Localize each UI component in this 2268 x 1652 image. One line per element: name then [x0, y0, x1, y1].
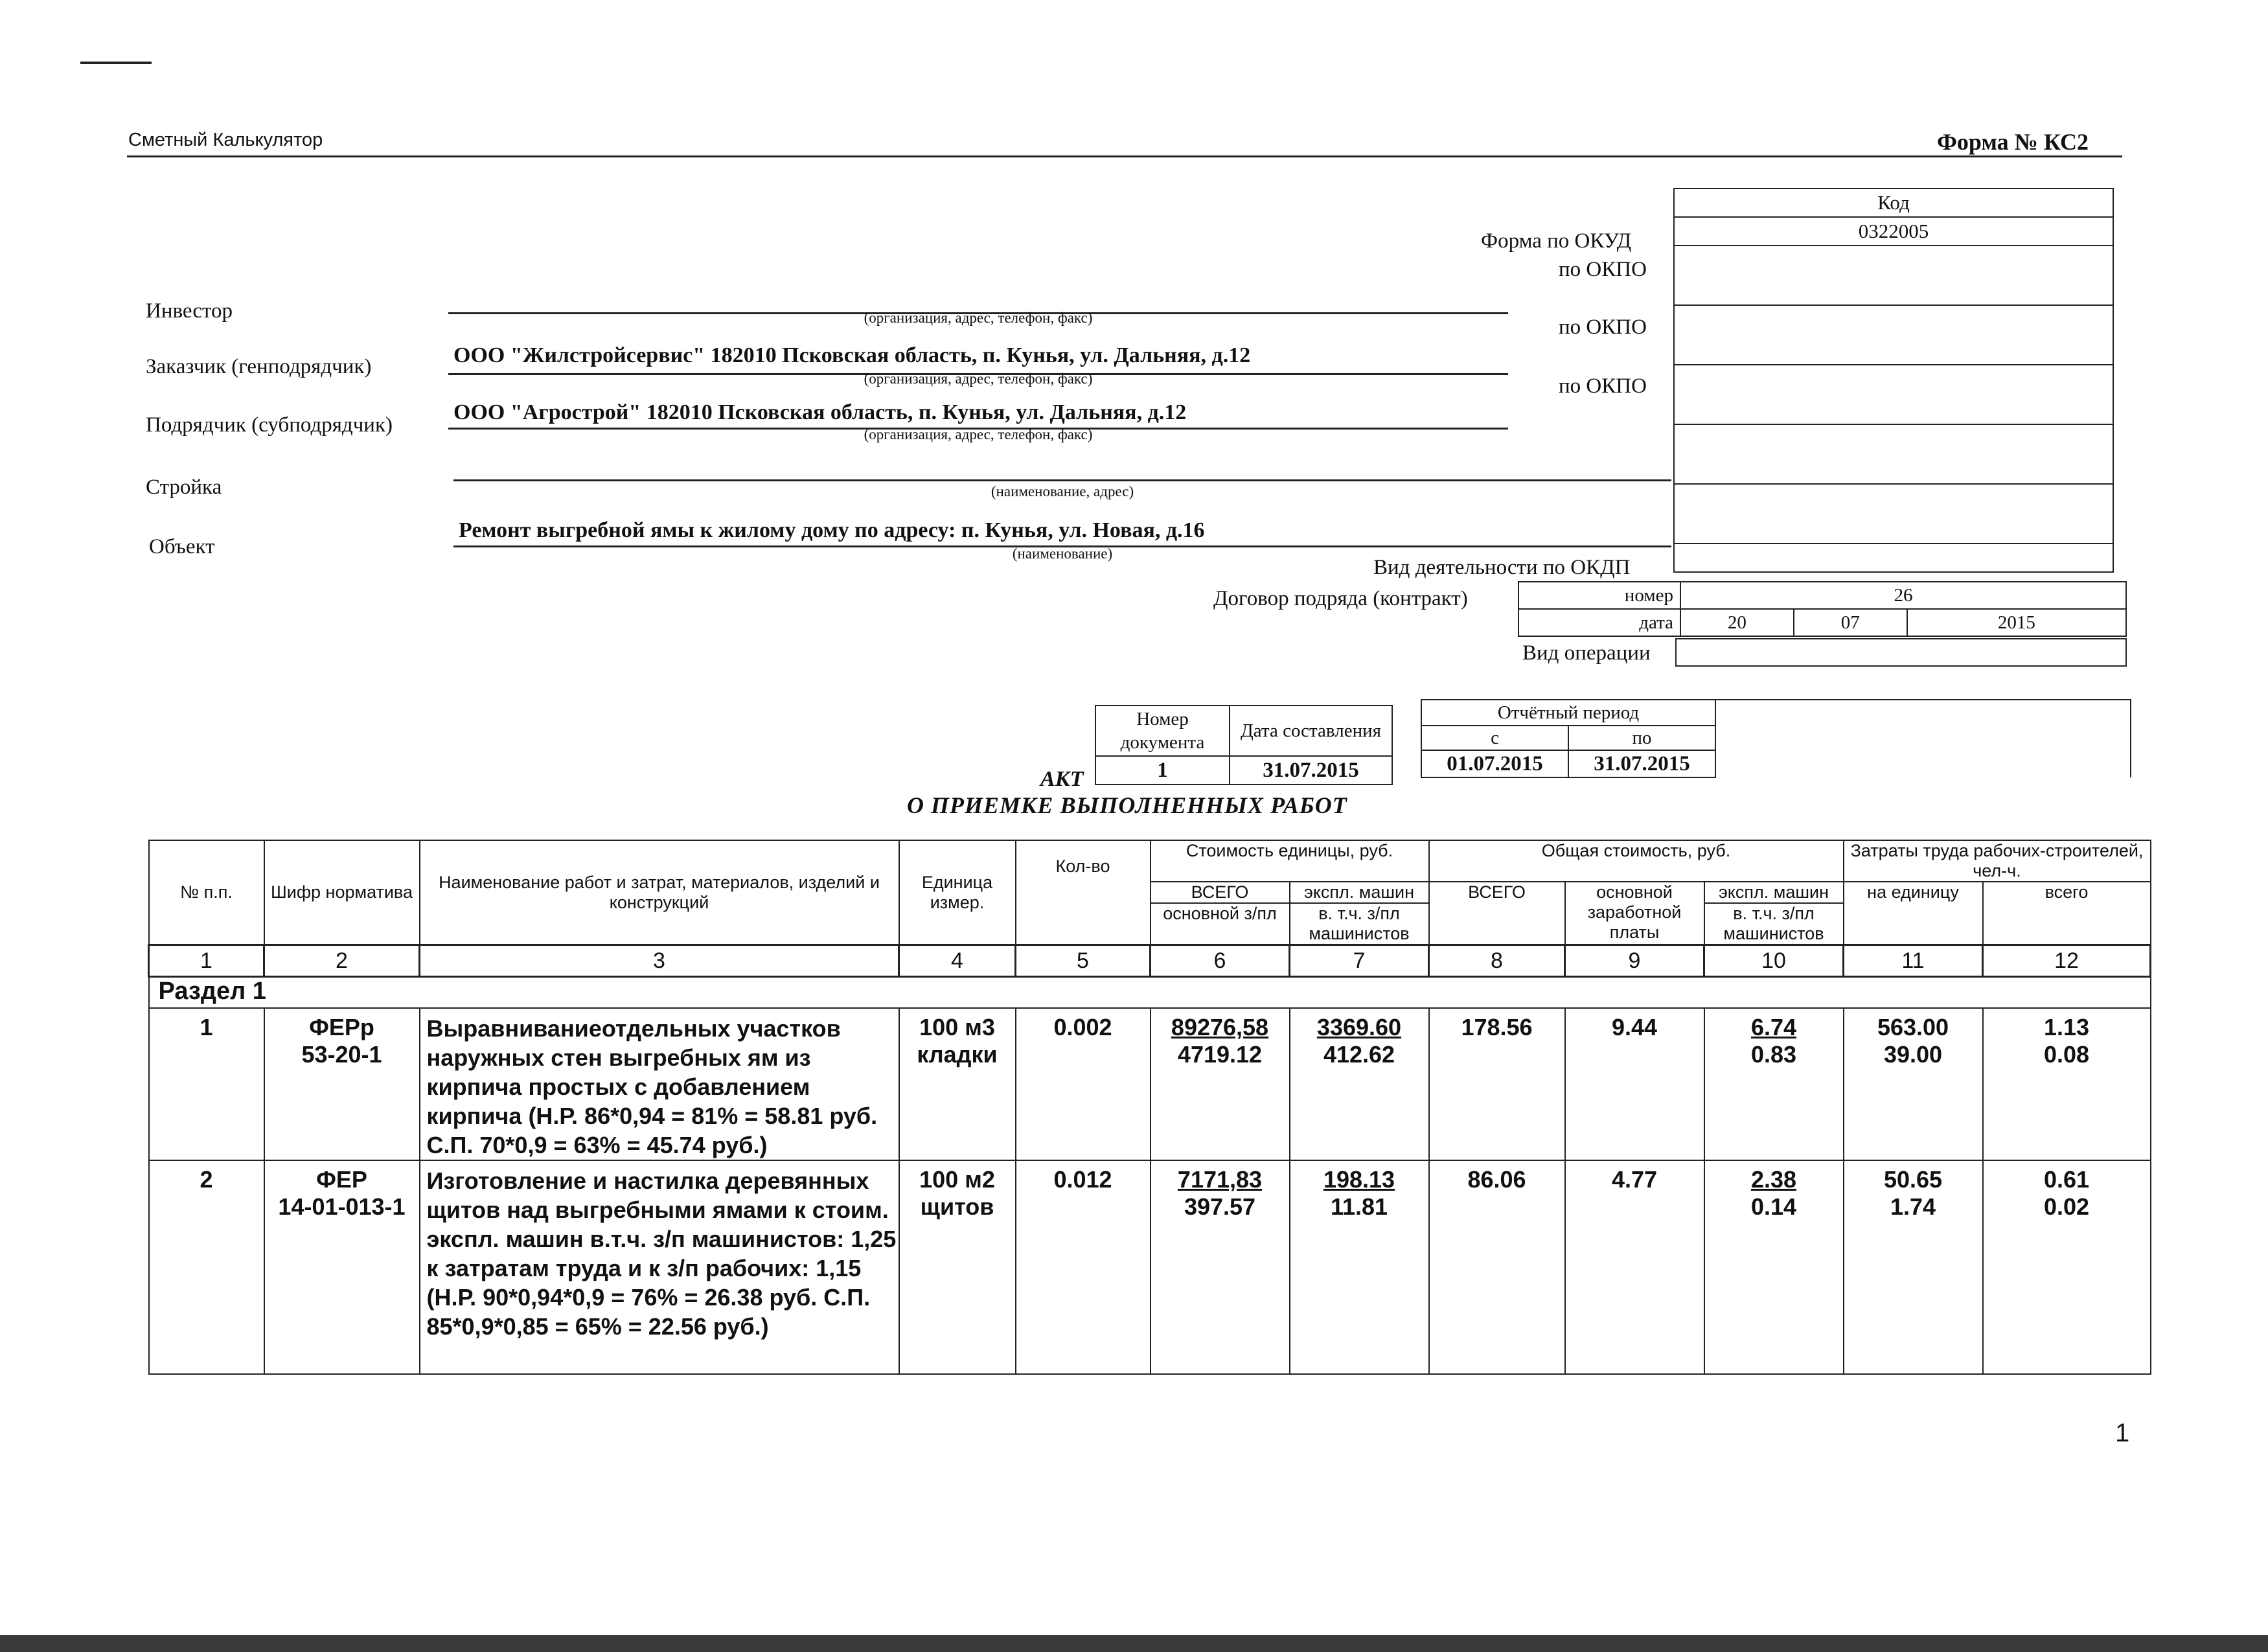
col-number: 11	[1844, 945, 1983, 977]
customer-value: ООО "Жилстройсервис" 182010 Псковская область, п. Кунья, ул. Дальняя, д.12	[453, 343, 1251, 367]
row-unit-mach: 198.13	[1323, 1166, 1395, 1193]
row-unit-base: 397.57	[1184, 1193, 1256, 1220]
investor-caption: (организация, адрес, телефон, факс)	[864, 310, 1093, 326]
operation-box	[1675, 638, 2127, 667]
row-labor-all-1: 1.13	[2043, 1014, 2090, 1040]
act-title-left: АКТ	[1040, 767, 1084, 791]
contractor-caption: (организация, адрес, телефон, факс)	[864, 426, 1093, 442]
app-name: Сметный Калькулятор	[128, 130, 323, 150]
construction-rule	[453, 479, 1671, 481]
row-total-mach-cell	[1704, 1160, 1844, 1374]
row-labor-unit	[1844, 1008, 1983, 1160]
row-labor-all	[1983, 1160, 2151, 1374]
period-from: 01.07.2015	[1421, 750, 1568, 777]
row-total-mach-cell	[1704, 1008, 1844, 1160]
section-title: Раздел 1	[149, 977, 2151, 1009]
object-value: Ремонт выгребной ямы к жилому дому по адресу: п. Кунья, ул. Новая, д.16	[459, 518, 1205, 542]
scan-edge	[0, 1635, 2268, 1652]
hdr-name: Наименование работ и затрат, материалов, изделий и конструкций	[420, 840, 899, 945]
period-to: 31.07.2015	[1568, 750, 1715, 777]
doc-date-label: Дата составления	[1230, 706, 1392, 756]
hdr-total-cost: Общая стоимость, руб.	[1429, 840, 1844, 882]
period-blank	[1715, 700, 2131, 777]
period-from-label: с	[1421, 726, 1568, 750]
object-caption: (наименование)	[1012, 545, 1113, 562]
customer-label: Заказчик (генподрядчик)	[146, 355, 372, 378]
hdr-code: Шифр норматива	[264, 840, 420, 945]
col-number: 12	[1983, 945, 2151, 977]
row-labor-unit-2: 39.00	[1883, 1041, 1943, 1068]
okud-value: 0322005	[1674, 217, 2113, 246]
corner-mark	[80, 62, 152, 64]
customer-caption: (организация, адрес, телефон, факс)	[864, 371, 1093, 387]
construction-cell	[1674, 424, 2113, 484]
hdr-labor: Затраты труда рабочих-строителей, чел-ч.	[1844, 840, 2151, 882]
row-total-base: 4.77	[1565, 1160, 1704, 1374]
object-cell	[1674, 484, 2113, 544]
okdp-label: Вид деятельности по ОКДП	[1373, 556, 1631, 579]
col-number: 9	[1565, 945, 1704, 977]
hdr-labor-unit: на единицу	[1844, 882, 1983, 945]
period-label: Отчётный период	[1421, 700, 1715, 726]
row-num: 1	[149, 1008, 264, 1160]
code-box	[1673, 188, 2114, 573]
investor-label: Инвестор	[146, 299, 233, 323]
row-num: 2	[149, 1160, 264, 1374]
row-total-base: 9.44	[1565, 1008, 1704, 1160]
row-code-2: 53-20-1	[301, 1041, 382, 1068]
row-qty: 0.002	[1016, 1008, 1151, 1160]
hdr-labor-all: всего	[1983, 882, 2151, 945]
hdr-total-all: ВСЕГО	[1429, 882, 1565, 945]
row-unit-total: 7171,83	[1177, 1166, 1263, 1193]
col-number: 5	[1016, 945, 1151, 977]
row-unit-mach-cell	[1290, 1008, 1429, 1160]
period-table	[1421, 699, 2131, 778]
row-name: Изготовление и настилка деревянных щитов над выгребными ямами к стоим. экспл. машин в.т.ч. з/п машинистов: 1,25 к затратам труда и к з/п рабочих: 1,15 (Н.Р. 90*0,94*0,9 = 76% = 26.38 руб. С.П. 85*0,9*0,85 = 65% = 22.56 руб.)	[420, 1160, 899, 1374]
okpo-cell-2	[1674, 305, 2113, 365]
row-code	[264, 1160, 420, 1374]
col-number: 8	[1429, 945, 1565, 977]
act-doc-table	[1095, 705, 1393, 785]
row-total-mach-wage: 0.83	[1750, 1041, 1797, 1068]
row-labor-unit	[1844, 1160, 1983, 1374]
contract-number-label: номер	[1518, 582, 1680, 609]
row-total-all: 178.56	[1429, 1008, 1565, 1160]
okpo-label-1: по ОКПО	[1559, 258, 1647, 281]
okpo-label-3: по ОКПО	[1559, 374, 1647, 398]
row-labor-unit-1: 563.00	[1877, 1014, 1949, 1040]
hdr-unit-base: основной з/пл	[1151, 903, 1290, 945]
row-unit-mach-wage: 11.81	[1330, 1193, 1388, 1220]
hdr-unit-total: ВСЕГО	[1151, 882, 1290, 903]
row-code	[264, 1008, 420, 1160]
period-to-label: по	[1568, 726, 1715, 750]
row-unit-mach: 3369.60	[1316, 1014, 1402, 1040]
row-total-mach-wage: 0.14	[1750, 1193, 1797, 1220]
row-code-1: ФЕР	[316, 1166, 367, 1193]
row-code-2: 14-01-013-1	[278, 1193, 406, 1220]
row-unit-2: кладки	[917, 1041, 998, 1068]
code-header: Код	[1674, 189, 2113, 217]
form-title: Форма № КС2	[1937, 129, 2089, 155]
row-unit-base: 4719.12	[1177, 1041, 1263, 1068]
row-unit-total: 89276,58	[1171, 1014, 1269, 1040]
row-total-mach: 2.38	[1750, 1166, 1797, 1193]
doc-date: 31.07.2015	[1230, 756, 1392, 785]
hdr-unit-mach: экспл. машин	[1290, 882, 1429, 903]
hdr-total-base: основной заработной платы	[1565, 882, 1704, 945]
hdr-num: № п.п.	[149, 840, 264, 945]
row-unit	[899, 1160, 1016, 1374]
hdr-unit: Единица измер.	[899, 840, 1016, 945]
row-unit-1: 100 м3	[919, 1014, 995, 1040]
works-table	[148, 840, 2151, 1375]
contract-number: 26	[1680, 582, 2126, 609]
okpo-cell-1	[1674, 246, 2113, 305]
contract-date-month: 07	[1794, 609, 1907, 636]
row-code-1: ФЕРр	[309, 1014, 374, 1040]
row-total-all: 86.06	[1429, 1160, 1565, 1374]
row-unit-2: щитов	[920, 1193, 994, 1220]
construction-caption: (наименование, адрес)	[991, 483, 1134, 499]
row-unit-1: 100 м2	[919, 1166, 995, 1193]
okpo-cell-3	[1674, 365, 2113, 424]
row-total-mach: 6.74	[1750, 1014, 1797, 1040]
contractor-value: ООО "Агрострой" 182010 Псковская область, п. Кунья, ул. Дальняя, д.12	[453, 400, 1187, 424]
contract-date-label: дата	[1518, 609, 1680, 636]
header-rule	[127, 155, 2122, 157]
doc-number-label: Номер документа	[1095, 706, 1230, 756]
page-number: 1	[2115, 1419, 2130, 1447]
contract-date-year: 2015	[1907, 609, 2126, 636]
object-label: Объект	[149, 535, 215, 558]
row-unit-cost	[1151, 1160, 1290, 1374]
col-number: 2	[264, 945, 420, 977]
okpo-label-2: по ОКПО	[1559, 315, 1647, 339]
contract-date-day: 20	[1680, 609, 1794, 636]
col-number: 7	[1290, 945, 1429, 977]
doc-number: 1	[1095, 756, 1230, 785]
hdr-total-mach: экспл. машин	[1704, 882, 1844, 903]
okdp-cell	[1674, 544, 2113, 572]
table-row	[149, 1008, 2151, 1160]
contract-label: Договор подряда (контракт)	[1213, 587, 1468, 610]
row-unit-mach-cell	[1290, 1160, 1429, 1374]
col-number: 3	[420, 945, 899, 977]
row-labor-all-2: 0.02	[2043, 1193, 2090, 1220]
col-number: 6	[1151, 945, 1290, 977]
row-unit	[899, 1008, 1016, 1160]
row-labor-unit-2: 1.74	[1890, 1193, 1936, 1220]
col-number: 4	[899, 945, 1016, 977]
row-qty: 0.012	[1016, 1160, 1151, 1374]
row-labor-all-2: 0.08	[2043, 1041, 2090, 1068]
col-number: 1	[149, 945, 264, 977]
contractor-label: Подрядчик (субподрядчик)	[146, 413, 393, 437]
act-title: О ПРИЕМКЕ ВЫПОЛНЕННЫХ РАБОТ	[907, 792, 1347, 818]
row-name: Выравниваниеотдельных участков наружных стен выгребных ям из кирпича простых с добавлением кирпича (Н.Р. 86*0,94 = 81% = 58.81 руб. С.П. 70*0,9 = 63% = 45.74 руб.)	[420, 1008, 899, 1160]
row-unit-mach-wage: 412.62	[1323, 1041, 1395, 1068]
operation-label: Вид операции	[1522, 641, 1651, 665]
row-labor-all	[1983, 1008, 2151, 1160]
row-unit-cost	[1151, 1008, 1290, 1160]
okud-label: Форма по ОКУД	[1481, 229, 1632, 253]
row-labor-unit-1: 50.65	[1883, 1166, 1943, 1193]
hdr-unit-mach-wage: в. т.ч. з/пл машинистов	[1290, 903, 1429, 945]
table-row	[149, 1160, 2151, 1374]
hdr-qty: Кол-во	[1016, 840, 1151, 945]
hdr-total-mach-wage: в. т.ч. з/пл машинистов	[1704, 903, 1844, 945]
construction-label: Стройка	[146, 476, 222, 499]
col-number: 10	[1704, 945, 1844, 977]
row-labor-all-1: 0.61	[2043, 1166, 2090, 1193]
hdr-unit-cost: Стоимость единицы, руб.	[1151, 840, 1429, 882]
contract-table	[1518, 581, 2127, 637]
